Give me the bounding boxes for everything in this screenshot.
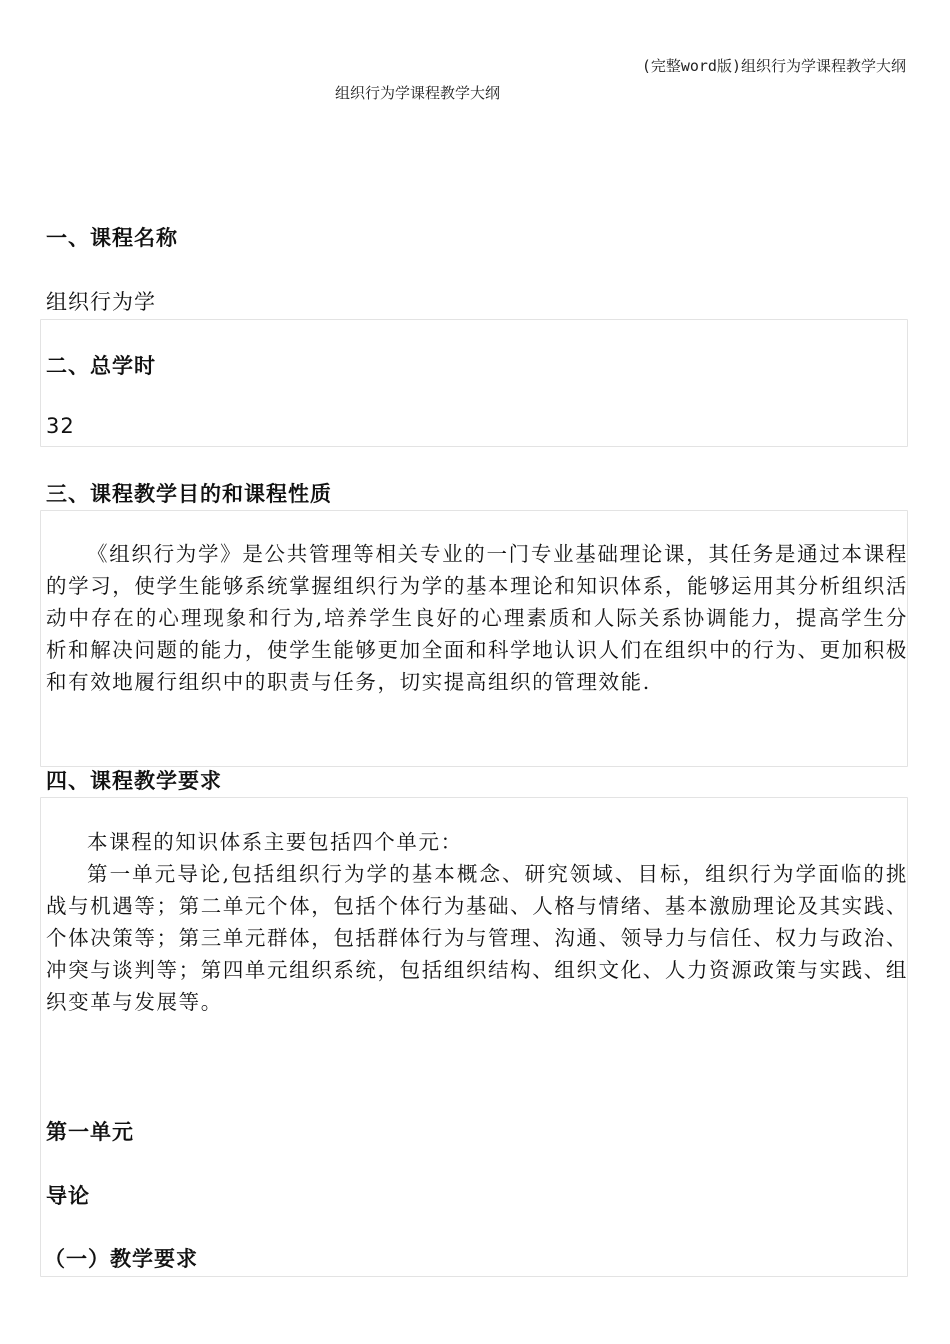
unit1-title: 第一单元 xyxy=(46,1120,134,1144)
requirements-units: 第一单元导论,包括组织行为学的基本概念、研究领域、目标，组织行为学面临的挑战与机遇等；第二单元个体，包括个体行为基础、人格与情绪、基本激励理论及其实践、个体决策等；第三单元群体，包括群体行为与管理、沟通、领导力与信任、权力与政治、冲突与谈判等；第四单元组织系统，包括组织结构、组织文化、人力资源政策与实践、组织变革与发展等。 xyxy=(46,862,908,1014)
purpose-text: 《组织行为学》是公共管理等相关专业的一门专业基础理论课，其任务是通过本课程的学习，使学生能够系统掌握组织行为学的基本理论和知识体系，能够运用其分析组织活动中存在的心理现象和行为,培养学生良好的心理素质和人际关系协调能力，提高学生分析和解决问题的能力，使学生能够更加全面和科学地认识人们在组织中的行为、更加积极和有效地履行组织中的职责与任务，切实提高组织的管理效能. xyxy=(46,542,908,694)
unit1-subtitle: 导论 xyxy=(46,1184,90,1208)
requirements-intro: 本课程的知识体系主要包括四个单元： xyxy=(87,830,463,854)
section-heading-total-hours: 二、总学时 xyxy=(46,354,156,378)
section-heading-requirements: 四、课程教学要求 xyxy=(46,769,222,793)
document-title: 组织行为学课程教学大纲 xyxy=(335,84,501,102)
section-heading-purpose: 三、课程教学目的和课程性质 xyxy=(46,482,332,506)
running-header: (完整word版)组织行为学课程教学大纲 xyxy=(641,57,906,75)
unit1-subheading: （一）教学要求 xyxy=(44,1247,198,1271)
total-hours-value: 32 xyxy=(46,414,75,438)
section-box-hours xyxy=(40,319,908,447)
course-name-value: 组织行为学 xyxy=(46,290,156,314)
requirements-paragraphs xyxy=(46,826,908,1018)
purpose-paragraph xyxy=(46,538,908,698)
section-heading-course-name: 一、课程名称 xyxy=(46,226,178,250)
